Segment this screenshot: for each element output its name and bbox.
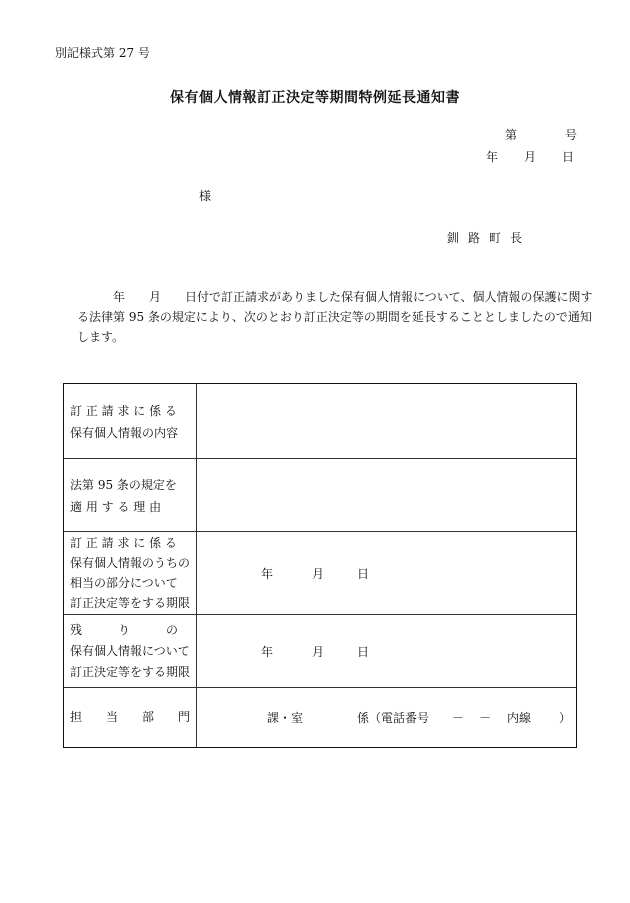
deadline-month: 月: [312, 566, 325, 581]
deadline-year: 年: [261, 644, 274, 659]
body-line-2: る法律第 95 条の規定により、次のとおり訂正決定等の期間を延長することとしましたので通知: [77, 310, 592, 324]
table-row-department: [64, 687, 576, 747]
sender-name: 釧路町長: [447, 231, 532, 245]
deadline-day: 日: [357, 644, 370, 659]
row-label: [64, 614, 197, 687]
row-label-line: 担 当 部 門: [70, 710, 191, 724]
partial-deadline-date: [197, 565, 576, 581]
contact-unit-phone: 係（電話番号: [357, 711, 430, 725]
content-value-cell[interactable]: [197, 384, 576, 458]
body-line-3: します。: [77, 330, 125, 344]
deadline-year: 年: [261, 566, 274, 581]
row-label-line: 保有個人情報について: [70, 644, 190, 658]
notice-table: [63, 383, 577, 748]
addressee-suffix: 様: [199, 189, 212, 203]
table-row-content: [64, 384, 576, 459]
row-label: [64, 458, 197, 531]
row-label-line: 適 用 す る 理 由: [70, 500, 162, 514]
contact-section: 課・室: [267, 711, 304, 725]
row-label-line: 訂正決定等をする期限: [70, 665, 191, 679]
row-label-line: 残 り の: [70, 623, 179, 637]
department-value-cell[interactable]: [197, 687, 576, 747]
reference-dai: 第: [505, 128, 518, 142]
form-number: 別記様式第 27 号: [55, 46, 150, 60]
row-label-line: 法第 95 条の規定を: [70, 478, 177, 492]
contact-dash: －: [479, 711, 492, 725]
issue-date-year: 年: [486, 150, 499, 164]
row-label: [64, 687, 197, 747]
row-label-line: 訂正決定等をする期限: [70, 596, 191, 610]
row-label-line: 保有個人情報のうちの: [70, 556, 191, 570]
partial-deadline-value-cell[interactable]: [197, 531, 576, 614]
department-contact: [197, 709, 576, 725]
row-label: [64, 384, 197, 458]
issue-date-day: 日: [562, 150, 575, 164]
row-label: [64, 531, 197, 614]
row-label-line: 保有個人情報の内容: [70, 426, 179, 440]
contact-close: ）: [559, 711, 572, 725]
table-row-remaining-deadline: [64, 614, 576, 688]
body-text: [77, 287, 593, 347]
table-row-partial-deadline: [64, 531, 576, 615]
document-title: 保有個人情報訂正決定等期間特例延長通知書: [170, 90, 460, 106]
remaining-deadline-value-cell[interactable]: [197, 614, 576, 687]
body-line-1: 年 月 日付で訂正請求がありました保有個人情報について、個人情報の保護に関す: [113, 290, 593, 304]
contact-extension: 内線: [507, 711, 532, 725]
row-label-line: 訂 正 請 求 に 係 る: [70, 536, 177, 550]
reference-go: 号: [565, 128, 578, 142]
issue-date-month: 月: [524, 150, 537, 164]
table-row-reason: [64, 458, 576, 532]
deadline-day: 日: [357, 566, 370, 581]
issue-date-line: [486, 148, 574, 165]
reason-value-cell[interactable]: [197, 458, 576, 531]
contact-dash: －: [452, 711, 465, 725]
row-label-line: 相当の部分について: [70, 576, 178, 590]
reference-number-line: [505, 126, 577, 143]
deadline-month: 月: [312, 644, 325, 659]
row-label-line: 訂 正 請 求 に 係 る: [70, 404, 177, 418]
remaining-deadline-date: [197, 643, 576, 659]
